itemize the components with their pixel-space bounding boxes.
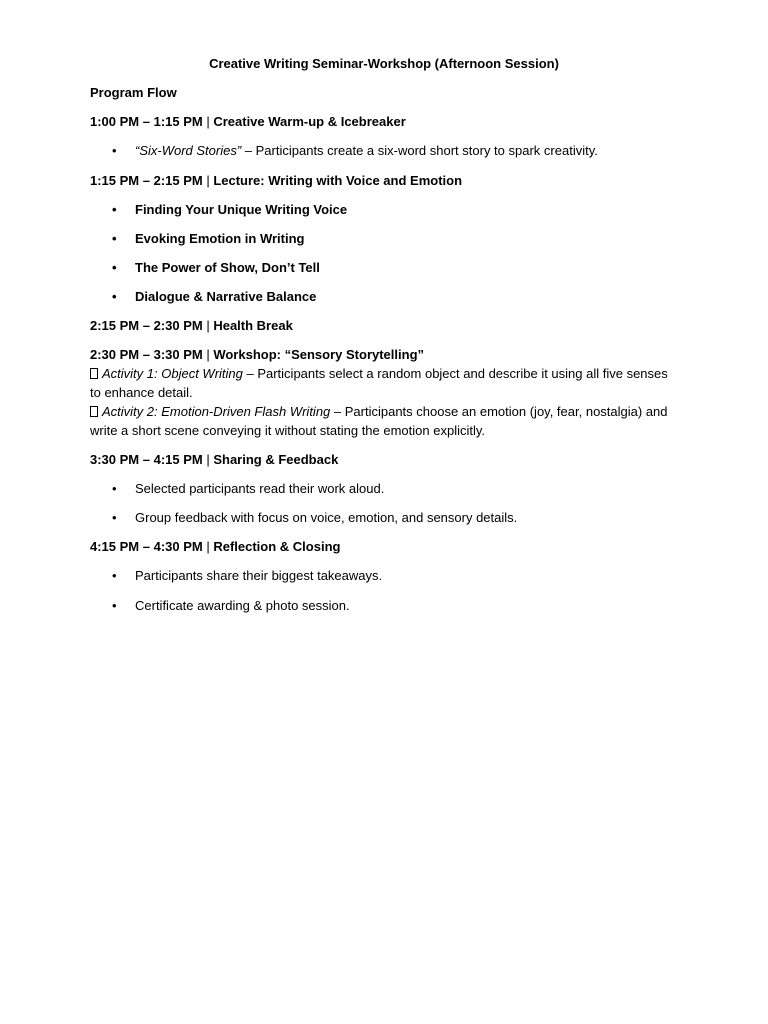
activity-description: – Participants choose an emotion (joy, fear, nostalgia) and write a short scene conveying it without stating the emotion explicitly. bbox=[90, 404, 668, 438]
missing-glyph-icon bbox=[90, 368, 98, 379]
section-separator: | bbox=[202, 318, 214, 333]
list-item-text: Evoking Emotion in Writing bbox=[135, 231, 305, 246]
bullet-icon: • bbox=[112, 143, 117, 158]
bullet-icon: • bbox=[112, 598, 117, 613]
list-item-text bbox=[135, 141, 598, 160]
list-item-text: Finding Your Unique Writing Voice bbox=[135, 202, 348, 217]
list-item-text: Group feedback with focus on voice, emotion, and sensory details. bbox=[135, 510, 518, 525]
section-time: 2:15 PM – 2:30 PM bbox=[90, 318, 203, 333]
section-time: 1:15 PM – 2:15 PM bbox=[90, 173, 203, 188]
section-time: 4:15 PM – 4:30 PM bbox=[90, 539, 203, 554]
section-separator: | bbox=[202, 347, 214, 362]
bullet-icon: • bbox=[112, 510, 117, 525]
section-time: 2:30 PM – 3:30 PM bbox=[90, 347, 203, 362]
missing-glyph-icon bbox=[90, 406, 98, 417]
bullet-icon: • bbox=[112, 568, 117, 583]
bullet-icon: • bbox=[112, 202, 117, 217]
bullet-icon: • bbox=[112, 231, 117, 246]
section-title: Lecture: Writing with Voice and Emotion bbox=[213, 173, 463, 188]
list-item-text: The Power of Show, Don’t Tell bbox=[135, 260, 320, 275]
activity-paragraph bbox=[90, 402, 680, 440]
section-separator: | bbox=[202, 114, 214, 129]
section-heading-workshop bbox=[90, 345, 680, 364]
section-heading-break bbox=[90, 316, 680, 335]
section-separator: | bbox=[202, 173, 214, 188]
section-title: Health Break bbox=[213, 318, 293, 333]
activity-title: Activity 2: Emotion-Driven Flash Writing bbox=[102, 404, 331, 419]
bullet-icon: • bbox=[112, 260, 117, 275]
activity-paragraph bbox=[90, 364, 680, 402]
activity-title: Activity 1: Object Writing bbox=[102, 366, 243, 381]
activity-description: – Participants select a random object and describe it using all five senses to enhance detail. bbox=[90, 366, 668, 400]
bullet-icon: • bbox=[112, 289, 117, 304]
list-item-rest: – Participants create a six-word short story to spark creativity. bbox=[241, 143, 598, 158]
section-time: 3:30 PM – 4:15 PM bbox=[90, 452, 203, 467]
section-heading-lecture bbox=[90, 171, 680, 190]
section-title: Workshop: “Sensory Storytelling” bbox=[213, 347, 425, 362]
list-item-emphasis: “Six-Word Stories” bbox=[135, 143, 242, 158]
list-item-text: Certificate awarding & photo session. bbox=[135, 598, 350, 613]
list-item-text: Participants share their biggest takeaways. bbox=[135, 568, 383, 583]
section-title: Creative Warm-up & Icebreaker bbox=[213, 114, 406, 129]
program-flow-heading: Program Flow bbox=[90, 85, 177, 100]
section-separator: | bbox=[202, 452, 214, 467]
section-title: Sharing & Feedback bbox=[213, 452, 339, 467]
section-title: Reflection & Closing bbox=[213, 539, 341, 554]
list-item-text: Selected participants read their work aloud. bbox=[135, 481, 385, 496]
section-time: 1:00 PM – 1:15 PM bbox=[90, 114, 203, 129]
section-separator: | bbox=[202, 539, 214, 554]
list-item-text: Dialogue & Narrative Balance bbox=[135, 289, 317, 304]
section-heading-sharing bbox=[90, 450, 680, 469]
section-heading-closing bbox=[90, 537, 680, 556]
document-title: Creative Writing Seminar-Workshop (Afternoon Session) bbox=[209, 56, 559, 71]
section-heading-warmup bbox=[90, 112, 680, 131]
bullet-icon: • bbox=[112, 481, 117, 496]
